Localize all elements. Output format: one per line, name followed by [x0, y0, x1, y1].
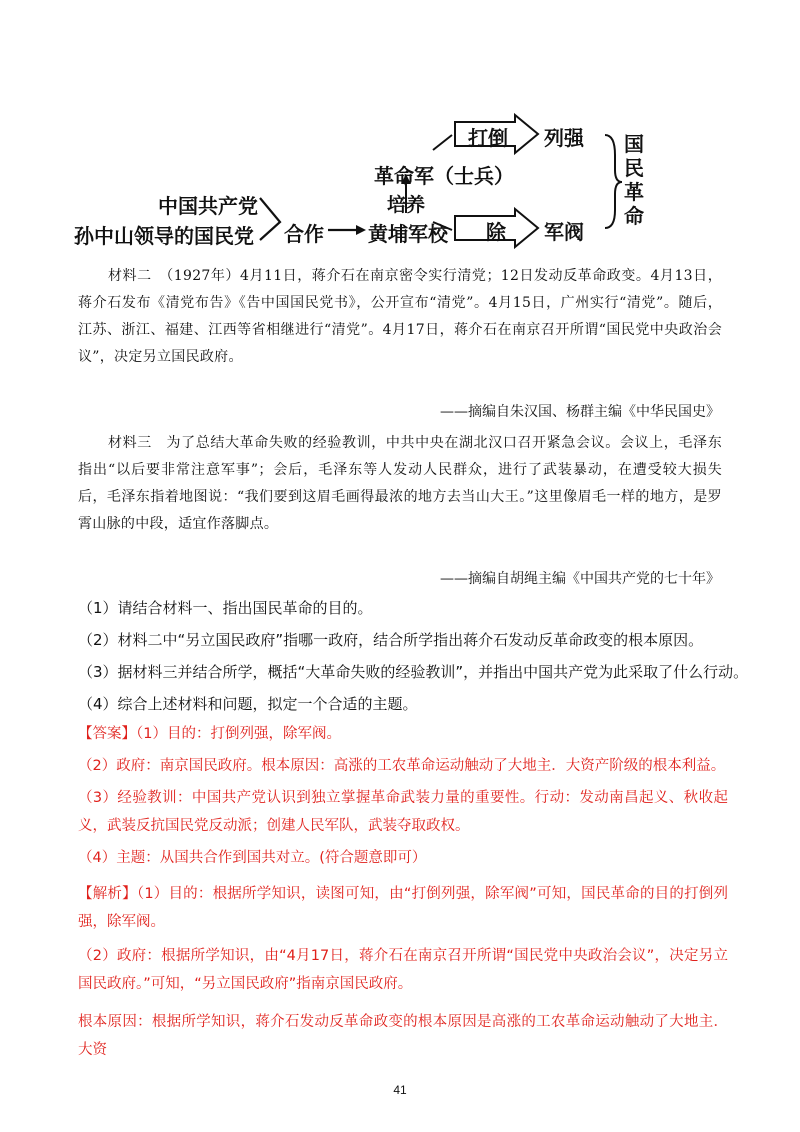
material-2: 材料二 （1927年）4月11日，蒋介石在南京密令实行清党；12日发动反革命政变。4月13日，蒋介石发布《清党布告》《告中国国民党书》，公开宣布“清党”。4月15日，广州实行“清党”。随后，江苏、浙江、福建、江西等省相继进行“清党”。4月17日，蒋介石在南京召开所谓“国民党中央政治会议”，决定另立国民政府。 [78, 268, 722, 365]
kmt-label: 孙中山领导的国民党 [74, 224, 254, 248]
hezuo-label: 合作 [284, 222, 324, 246]
answer-2: （2）政府：南京国民政府。根本原因：高涨的工农革命运动触动了大地主．大资产阶级的根本利益。 [78, 758, 726, 774]
question-2: （2）材料二中“另立国民政府”指哪一政府，结合所学指出蒋介石发动反革命政变的根本原因。 [78, 631, 704, 649]
dadao-label: 打倒 [468, 126, 508, 150]
material-3-source: ——摘编自胡绳主编《中国共产党的七十年》 [440, 571, 720, 587]
question-4: （4）综合上述材料和问题，拟定一个合适的主题。 [78, 695, 418, 713]
peiyang-label: 培养 [387, 194, 426, 216]
gemingjun-label: 革命军（士兵） [374, 164, 514, 188]
analysis-tag: 【解析】 [78, 886, 137, 902]
ccp-label: 中国共产党 [158, 194, 258, 218]
question-1: （1）请结合材料一、指出国民革命的目的。 [78, 599, 373, 617]
merge-bracket [260, 198, 280, 240]
guomin-geming-label: 国民革命 [624, 132, 644, 228]
analysis-3: 根本原因：根据所学知识，蒋介石发动反革命政变的根本原因是高涨的工农革命运动触动了大地主．大资 [78, 1014, 728, 1058]
answer-4: （4）主题：从国共合作到国共对立。(符合题意即可） [78, 850, 427, 866]
answer-tag: 【答案】 [78, 726, 136, 742]
material-3: 材料三 为了总结大革命失败的经验教训，中共中央在湖北汉口召开紧急会议。会议上，毛泽东指出“以后要非常注意军事”；会后，毛泽东等人发动人民群众，进行了武装暴动，在遭受较大损失后，毛泽东指着地图说：“我们要到这眉毛画得最浓的地方去当山大王。”这里像眉毛一样的地方，是罗霄山脉的中段，适宜作落脚点。 [78, 435, 722, 532]
question-3: （3）据材料三并结合所学，概括“大革命失败的经验教训”，并指出中国共产党为此采取了什么行动。 [78, 663, 749, 681]
answer-1 [78, 720, 728, 748]
national-revolution-diagram [60, 110, 660, 260]
lieqiang-label: 列强 [544, 126, 584, 150]
answer-1-text: （1）目的：打倒列强，除军阀。 [136, 726, 341, 742]
curly-bracket [605, 135, 622, 228]
arrow-head [356, 225, 366, 235]
page-number: 41 [393, 1083, 407, 1097]
analysis-1-text: （1）目的：根据所学知识，读图可知，由“打倒列强，除军阀”可知，国民革命的目的打倒列强，除军阀。 [78, 886, 729, 930]
fork-top [433, 135, 452, 150]
analysis-1 [78, 880, 728, 936]
huangpu-label: 黄埔军校 [368, 222, 448, 246]
material-2-source: ——摘编自朱汉国、杨群主编《中华民国史》 [440, 404, 720, 420]
chu-label: 除 [486, 220, 506, 244]
analysis-2: （2）政府：根据所学知识，由“4月17日，蒋介石在南京召开所谓“国民党中央政治会议”，决定另立国民政府。”可知，“另立国民政府”指南京国民政府。 [78, 948, 728, 992]
junfa-label: 军阀 [544, 220, 584, 244]
answer-3: （3）经验教训：中国共产党认识到独立掌握革命武装力量的重要性。行动：发动南昌起义、秋收起义，武装反抗国民党反动派；创建人民军队，武装夺取政权。 [78, 790, 728, 834]
